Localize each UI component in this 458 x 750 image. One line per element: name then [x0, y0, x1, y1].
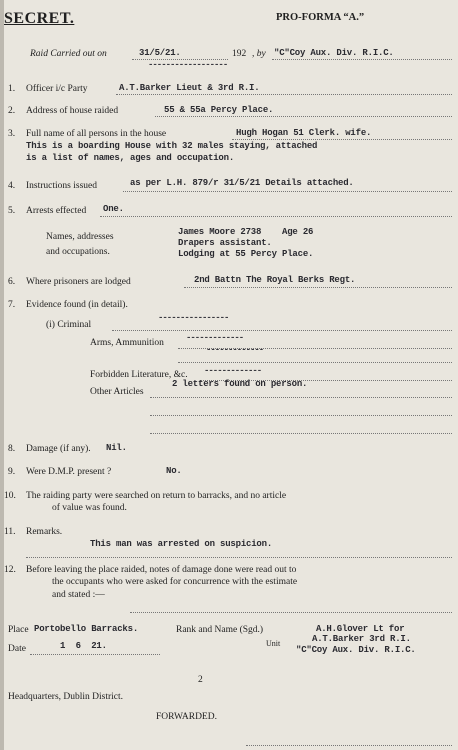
names-label-1: Names, addresses — [46, 232, 114, 242]
arrested-person-address: Lodging at 55 Percy Place. — [178, 249, 314, 259]
other-articles-label: Other Articles — [90, 387, 144, 397]
raid-by-value: "C"Coy Aux. Div. R.I.C. — [274, 48, 394, 58]
item-10-number: 10. — [4, 491, 16, 501]
item-3-value-line2: This is a boarding House with 32 males staying, attached — [26, 141, 318, 151]
arms-line-2 — [178, 362, 452, 363]
item-2-value: 55 & 55a Percy Place. — [164, 105, 274, 115]
item-8-number: 8. — [8, 444, 16, 454]
item-12-text-2: the occupants who were asked for concurrence with the estimate — [52, 577, 298, 587]
page-edge-shadow — [0, 0, 4, 750]
item-11-value: This man was arrested on suspicion. — [90, 539, 273, 549]
criminal-dash: ---------------- — [158, 313, 229, 323]
item-12-number: 12. — [4, 565, 16, 575]
item-6-number: 6. — [8, 277, 16, 287]
unit-value: A.T.Barker 3rd R.I. — [312, 634, 411, 644]
item-9-value: No. — [166, 466, 182, 476]
item-4-label: Instructions issued — [26, 181, 97, 191]
item-1-number: 1. — [8, 84, 16, 94]
item-3-line — [232, 139, 452, 140]
other-articles-line-2 — [150, 415, 452, 416]
item-8-label: Damage (if any). — [26, 444, 91, 454]
item-5-number: 5. — [8, 206, 16, 216]
unit-label: Unit — [266, 639, 281, 648]
date-line — [30, 654, 160, 655]
document-title: SECRET. — [4, 10, 75, 27]
unit-value-2: "C"Coy Aux. Div. R.I.C. — [296, 645, 416, 655]
headquarters-label: Headquarters, Dublin District. — [8, 692, 124, 702]
item-1-label: Officer i/c Party — [26, 84, 88, 94]
other-articles-value: 2 letters found on person. — [172, 379, 308, 389]
item-2-number: 2. — [8, 106, 16, 116]
literature-dash: ------------- — [204, 366, 262, 376]
arrested-person-name: James Moore 2738 Age 26 — [178, 227, 314, 237]
criminal-line — [112, 330, 452, 331]
other-articles-line — [150, 397, 452, 398]
item-4-line — [123, 191, 452, 192]
forwarded-line — [246, 745, 452, 746]
arms-dash-1: ------------- — [186, 333, 244, 343]
item-1-value: A.T.Barker Lieut & 3rd R.I. — [119, 83, 260, 93]
item-1-line — [116, 94, 452, 95]
item-3-value: Hugh Hogan 51 Clerk. wife. — [236, 128, 372, 138]
raid-year: 192 — [232, 49, 247, 59]
item-3-number: 3. — [8, 129, 16, 139]
forwarded-label: FORWARDED. — [156, 712, 217, 722]
place-label: Place — [8, 625, 29, 635]
raid-by-line — [272, 59, 452, 60]
item-5-value: One. — [103, 204, 124, 214]
item-8-value: Nil. — [106, 443, 127, 453]
item-12-text-3: and stated :— — [52, 590, 105, 600]
item-6-label: Where prisoners are lodged — [26, 277, 131, 287]
item-2-line — [155, 116, 452, 117]
other-articles-line-3 — [150, 433, 452, 434]
rank-name-label: Rank and Name (Sgd.) — [176, 625, 264, 635]
names-label-2: and occupations. — [46, 247, 110, 257]
item-11-label: Remarks. — [26, 527, 63, 537]
item-10-text-2: of value was found. — [52, 503, 127, 513]
raid-by-label: , by — [252, 49, 266, 59]
remarks-line — [26, 557, 452, 558]
place-value: Portobello Barracks. — [34, 624, 139, 634]
item-2-label: Address of house raided — [26, 106, 119, 116]
raid-date: 31/5/21. — [139, 48, 181, 58]
item-9-label: Were D.M.P. present ? — [26, 467, 112, 477]
date-value: 1 6 21. — [60, 641, 107, 651]
proforma-label: PRO-FORMA “A.” — [276, 12, 365, 23]
literature-label: Forbidden Literature, &c. — [90, 370, 188, 380]
item-3-value-line3: is a list of names, ages and occupation. — [26, 153, 235, 163]
item-11-number: 11. — [4, 527, 16, 537]
arms-label: Arms, Ammunition — [90, 338, 164, 348]
item-10-text-1: The raiding party were searched on return to barracks, and no article — [26, 491, 287, 501]
raid-underline-dash: ------------------ — [148, 60, 228, 70]
date-label: Date — [8, 644, 26, 654]
item-5-label: Arrests effected — [26, 206, 87, 216]
item-3-label: Full name of all persons in the house — [26, 129, 167, 139]
arms-dash-2: ------------- — [206, 345, 264, 355]
item-6-value: 2nd Battn The Royal Berks Regt. — [194, 275, 356, 285]
item-6-line — [184, 287, 452, 288]
item-4-number: 4. — [8, 181, 16, 191]
item-9-number: 9. — [8, 467, 16, 477]
item-7-number: 7. — [8, 300, 16, 310]
item-4-value: as per L.H. 879/r 31/5/21 Details attached. — [130, 178, 354, 188]
item-12-text-1: Before leaving the place raided, notes of damage done were read out to — [26, 565, 297, 575]
item-5-line — [100, 216, 452, 217]
criminal-label: (i) Criminal — [46, 320, 92, 330]
item-7-label: Evidence found (in detail). — [26, 300, 128, 310]
page-number: 2 — [198, 675, 203, 685]
arrested-person-occupation: Drapers assistant. — [178, 238, 272, 248]
raid-label: Raid Carried out on — [30, 49, 107, 59]
statement-line — [130, 612, 452, 613]
rank-name-value: A.H.Glover Lt for — [316, 624, 405, 634]
